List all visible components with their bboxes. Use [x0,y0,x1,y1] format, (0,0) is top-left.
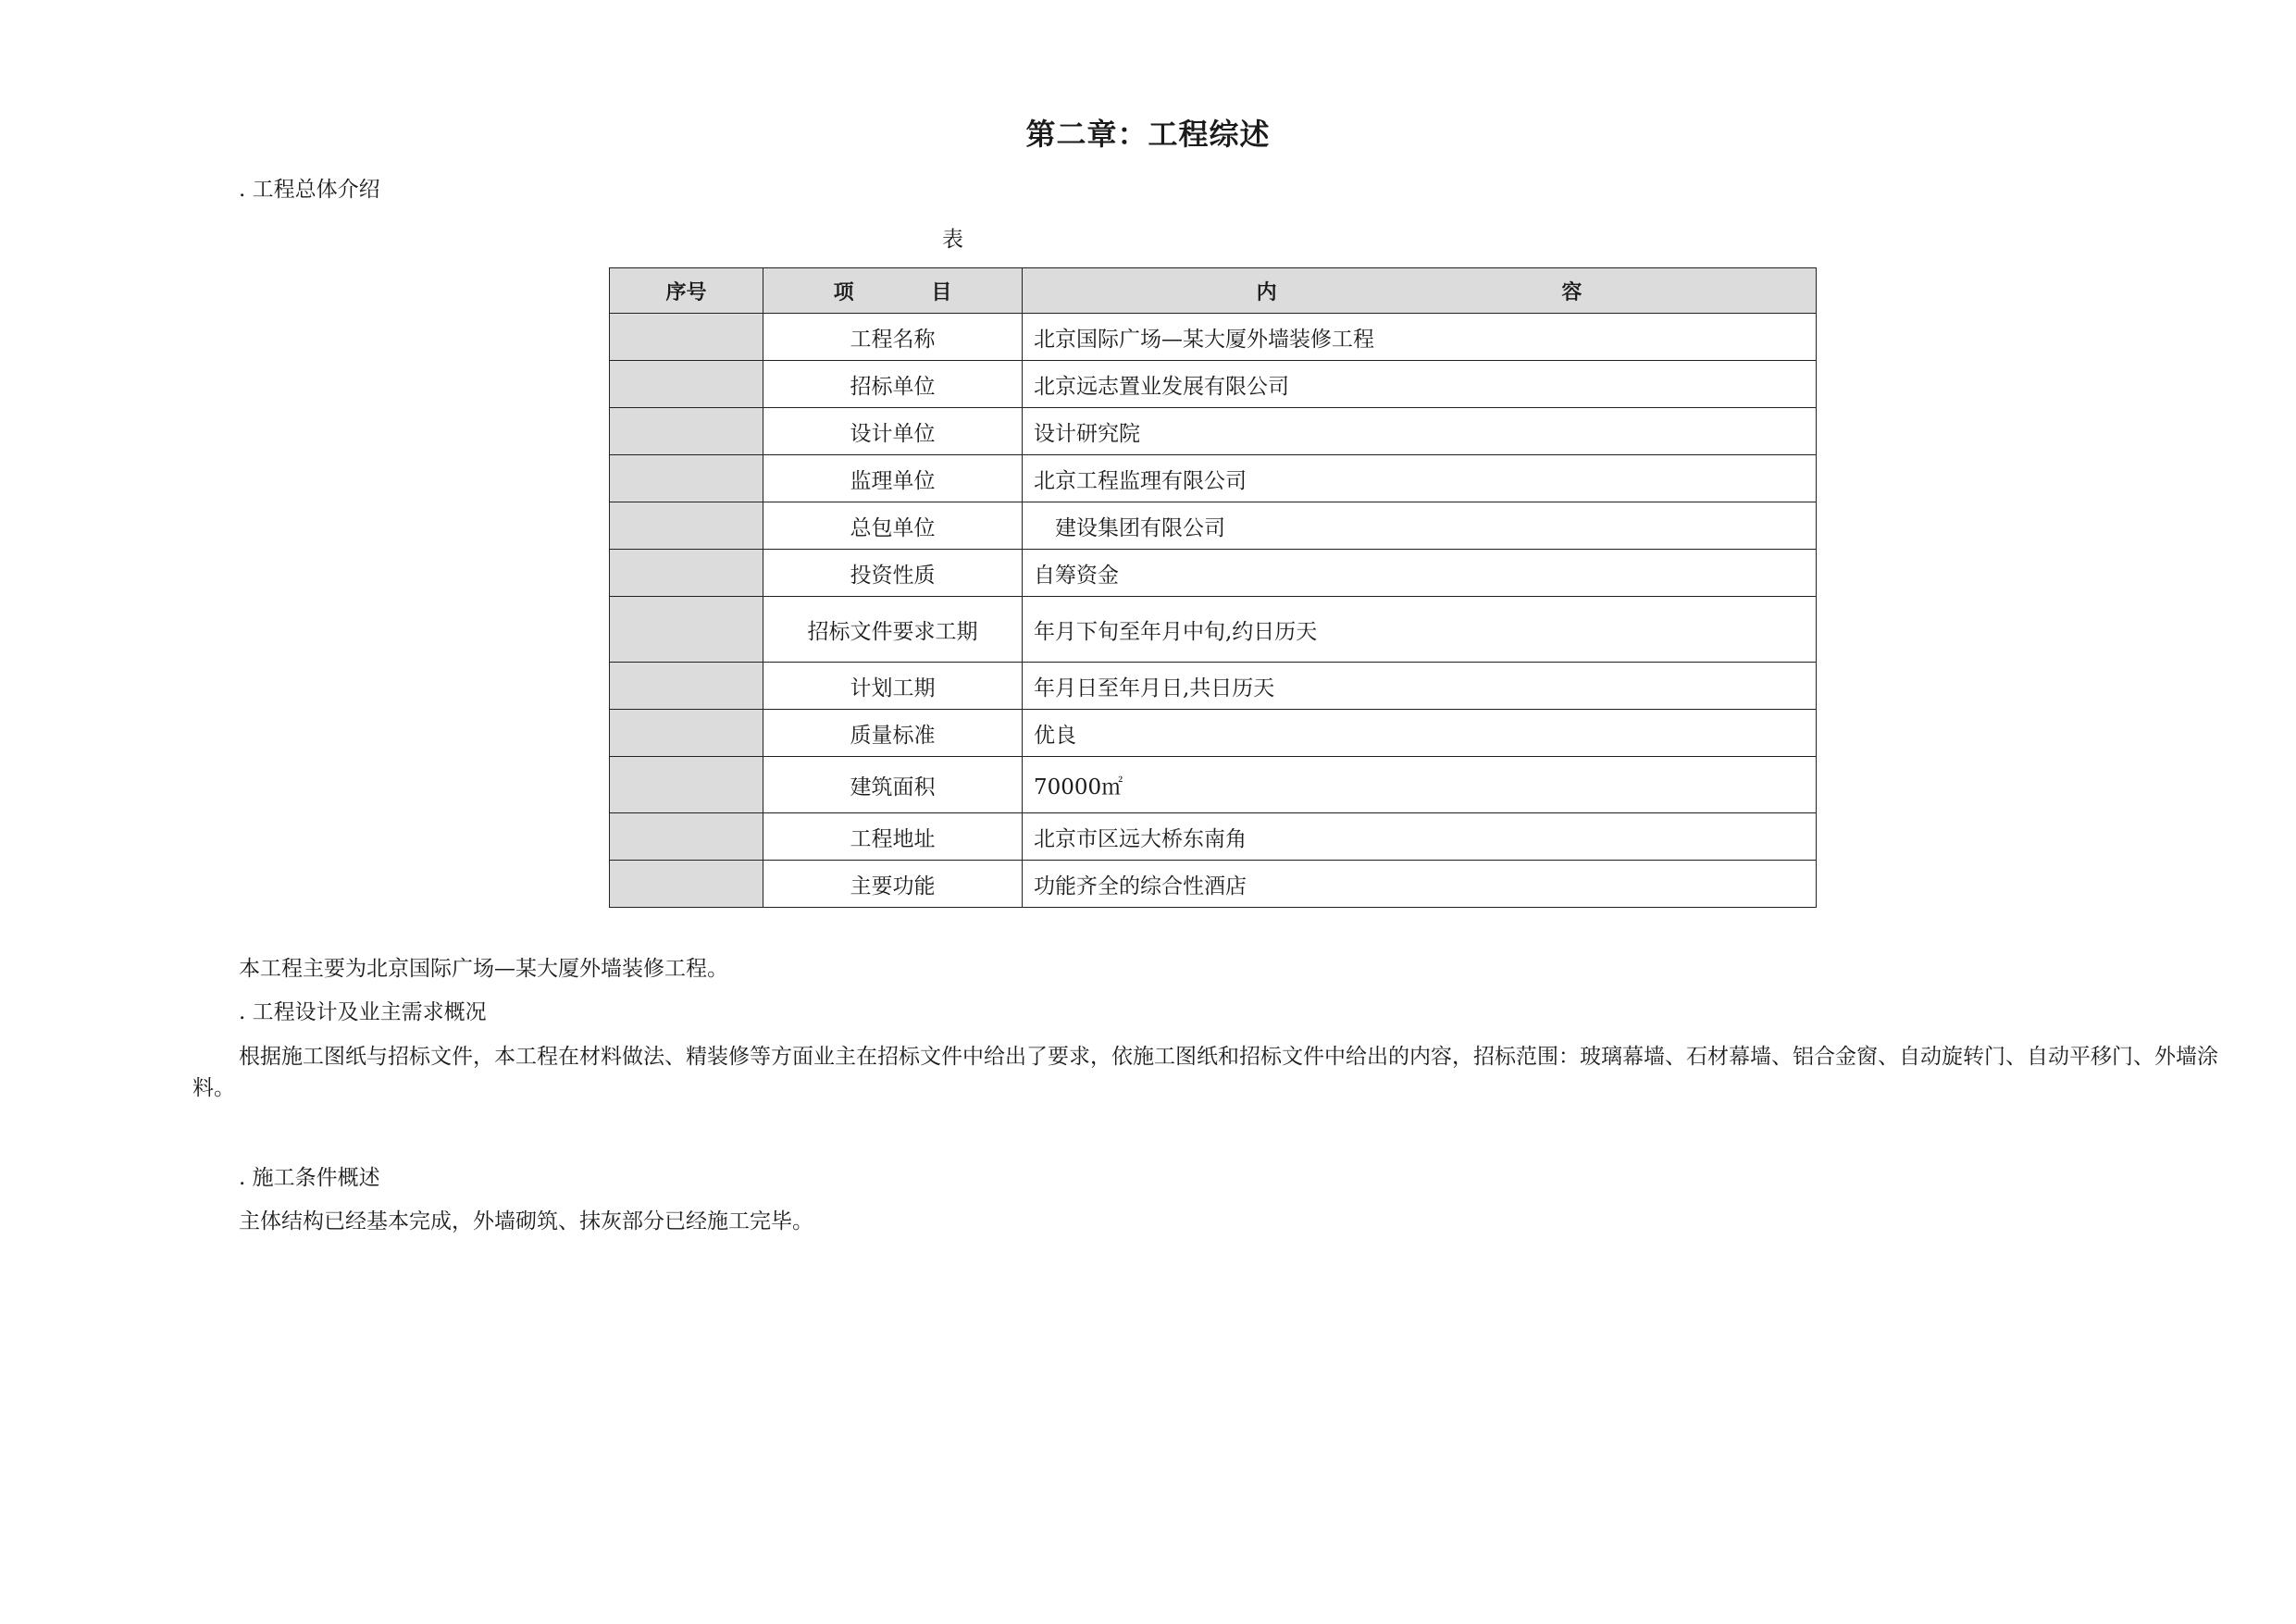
header-item-label: 项 目 [833,280,987,304]
content-cell: 优良 [1023,710,1817,757]
seq-cell [610,757,763,813]
content-cell: 70000㎡ [1023,757,1817,813]
page-title: 第二章：工程综述 [1025,117,1271,152]
table-row [610,757,1817,813]
project-overview-table [609,267,1817,908]
item-cell: 主要功能 [763,861,1023,908]
content-cell: 自筹资金 [1023,550,1817,597]
table-row [610,663,1817,710]
item-cell: 总包单位 [763,502,1023,550]
table-row [610,597,1817,663]
table-row [610,813,1817,861]
content-cell: 年月下旬至年月中旬,约日历天 [1023,597,1817,663]
content-cell: 北京工程监理有限公司 [1023,455,1817,502]
item-cell: 监理单位 [763,455,1023,502]
section-body-design-requirements: 根据施工图纸与招标文件，本工程在材料做法、精装修等方面业主在招标文件中给出了要求，依施工图纸和招标文件中给出的内容，招标范围：玻璃幕墙、石材幕墙、铝合金窗、自动旋转门、自动平移门、外墙涂料。 [192,1045,2218,1100]
content-cell: 北京远志置业发展有限公司 [1023,361,1817,408]
seq-cell [610,861,763,908]
item-cell: 招标文件要求工期 [763,597,1023,663]
item-cell: 计划工期 [763,663,1023,710]
content-cell: 建设集团有限公司 [1023,502,1817,550]
section-heading-design-requirements: . 工程设计及业主需求概况 [239,1000,487,1024]
table-row [610,408,1817,455]
table-row [610,550,1817,597]
item-cell: 工程地址 [763,813,1023,861]
summary-sentence: 本工程主要为北京国际广场—某大厦外墙装修工程。 [239,957,728,981]
header-content [1023,268,1817,314]
table-header-row [610,268,1817,314]
header-content-label: 内 容 [1256,280,1721,304]
item-cell: 设计单位 [763,408,1023,455]
section-heading-construction-conditions: . 施工条件概述 [239,1166,380,1190]
seq-cell [610,502,763,550]
item-cell: 工程名称 [763,314,1023,361]
content-cell: 北京国际广场—某大厦外墙装修工程 [1023,314,1817,361]
header-item [763,268,1023,314]
content-cell: 设计研究院 [1023,408,1817,455]
section-body-construction-conditions: 主体结构已经基本完成，外墙砌筑、抹灰部分已经施工完毕。 [239,1209,813,1233]
section-heading-project-overview: . 工程总体介绍 [239,178,380,202]
seq-cell [610,710,763,757]
item-cell: 投资性质 [763,550,1023,597]
seq-cell [610,550,763,597]
header-seq: 序号 [610,268,763,314]
content-cell: 北京市区远大桥东南角 [1023,813,1817,861]
table-caption: 表 [942,228,963,252]
seq-cell [610,455,763,502]
seq-cell [610,813,763,861]
content-cell: 功能齐全的综合性酒店 [1023,861,1817,908]
table-row [610,502,1817,550]
table-row [610,361,1817,408]
seq-cell [610,663,763,710]
seq-cell [610,597,763,663]
item-cell: 质量标准 [763,710,1023,757]
seq-cell [610,408,763,455]
table-row [610,455,1817,502]
seq-cell [610,314,763,361]
table-row [610,861,1817,908]
table-row [610,710,1817,757]
content-cell: 年月日至年月日,共日历天 [1023,663,1817,710]
item-cell: 建筑面积 [763,757,1023,813]
seq-cell [610,361,763,408]
item-cell: 招标单位 [763,361,1023,408]
table-row [610,314,1817,361]
